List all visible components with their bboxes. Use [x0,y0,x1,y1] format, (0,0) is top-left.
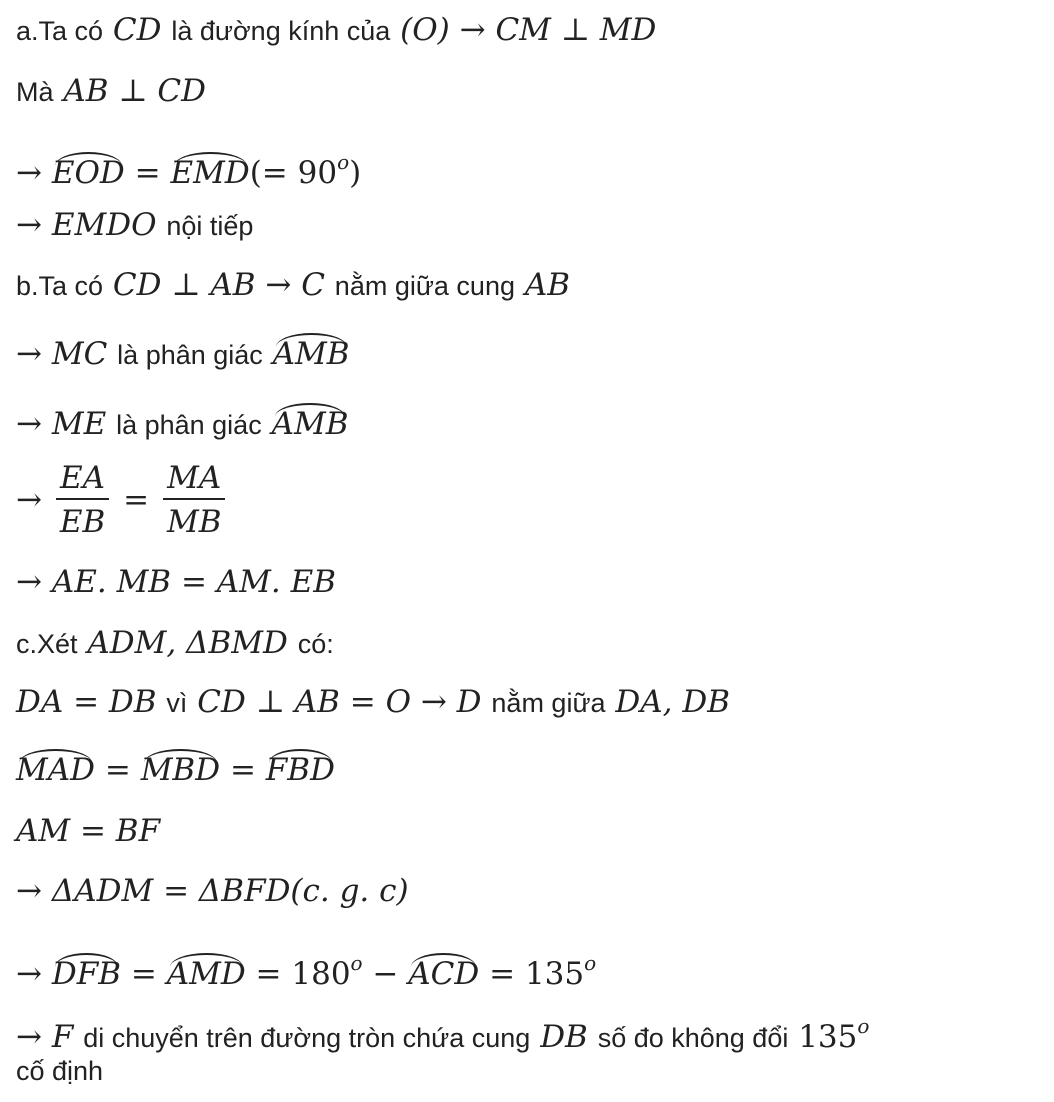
numerator: EA [56,462,109,500]
operator: = [229,752,256,788]
arrow: → [16,207,42,243]
part-c-line-8 [16,1052,103,1089]
part-b-line-4 [16,462,230,538]
text: nằm giữa cung [334,271,515,301]
angle-arc: MAD [16,752,95,788]
operator: − [372,956,399,992]
angle-arc: ACD [408,956,480,992]
part-c-line-5 [16,873,409,909]
arrow: → [16,956,42,992]
text: c.Xét [16,629,78,659]
text: cố định [16,1056,104,1086]
math: → CM ⊥ MD [459,12,657,48]
part-b-line-5 [16,564,336,600]
angle-arc: EMD [170,155,250,191]
part-b-line-1 [16,267,570,304]
degree: o [337,150,350,174]
math: (O) [400,12,450,48]
fraction [163,462,226,538]
math: CD [112,12,162,48]
math: (= 90 [249,155,338,191]
fraction [56,462,109,538]
arrow: → [16,482,42,518]
math: = 180 [255,956,351,992]
text: số đo không đổi [597,1023,789,1053]
math: MC [51,336,108,372]
part-c-line-1 [16,625,334,662]
denominator: EB [59,504,106,540]
math: = 135 [489,956,585,992]
arrow: → [16,564,42,600]
math: ΔADM = ΔBFD(c. g. c) [51,873,409,909]
angle-arc: EOD [51,155,125,191]
text: Mà [16,77,54,107]
part-b-line-3 [16,406,348,443]
angle-arc: AMB [271,406,349,442]
part-a-line-1 [16,12,656,49]
math: → F [16,1019,74,1055]
text: vì [166,688,188,718]
math: DA = DB [16,684,157,720]
math: AB [524,267,571,303]
angle-arc: AMD [166,956,246,992]
part-c-line-6 [16,945,596,992]
part-a-line-3 [16,144,361,191]
part-c-line-4 [16,813,160,849]
part-b-line-2 [16,336,350,373]
math: CD ⊥ AB → C [112,267,325,303]
part-a-line-4 [16,207,253,244]
degree: o [584,951,597,975]
math: AM = BF [16,813,161,849]
text: là đường kính của [171,16,391,46]
text: a.Ta có [16,16,104,46]
math: EMDO [51,207,157,243]
text: b.Ta có [16,271,104,301]
math: AB ⊥ CD [63,73,206,109]
angle-arc: FBD [265,752,335,788]
text: có: [297,629,334,659]
math: DB [540,1019,588,1055]
arrow: → [16,873,42,909]
part-c-line-2 [16,684,730,721]
text: là phân giác [116,410,262,440]
arrow: → [16,406,42,442]
angle-arc: MBD [140,752,221,788]
text: di chuyển trên đường tròn chứa cung [83,1023,531,1053]
angle-arc: AMB [272,336,350,372]
part-a-line-2 [16,73,206,110]
math: 135 [798,1019,858,1055]
math: CD ⊥ AB = O → D [197,684,482,720]
operator: = [123,482,150,518]
operator: = [104,752,131,788]
arrow: → [16,155,42,191]
arrow: → [16,336,42,372]
math: ME [51,406,107,442]
math: AE. MB = AM. EB [51,564,337,600]
numerator: MA [163,462,225,500]
degree: o [857,1014,870,1038]
angle-arc: DFB [51,956,121,992]
math: ) [349,155,362,191]
text: nằm giữa [491,688,606,718]
operator: = [130,956,157,992]
part-c-line-3 [16,752,335,788]
operator: = [134,155,161,191]
denominator: MB [166,504,222,540]
part-c-line-7 [16,1008,869,1056]
math: DA, DB [615,684,730,720]
math: ADM, ΔBMD [87,625,288,661]
degree: o [350,951,363,975]
text: là phân giác [117,340,263,370]
text: nội tiếp [166,211,254,241]
